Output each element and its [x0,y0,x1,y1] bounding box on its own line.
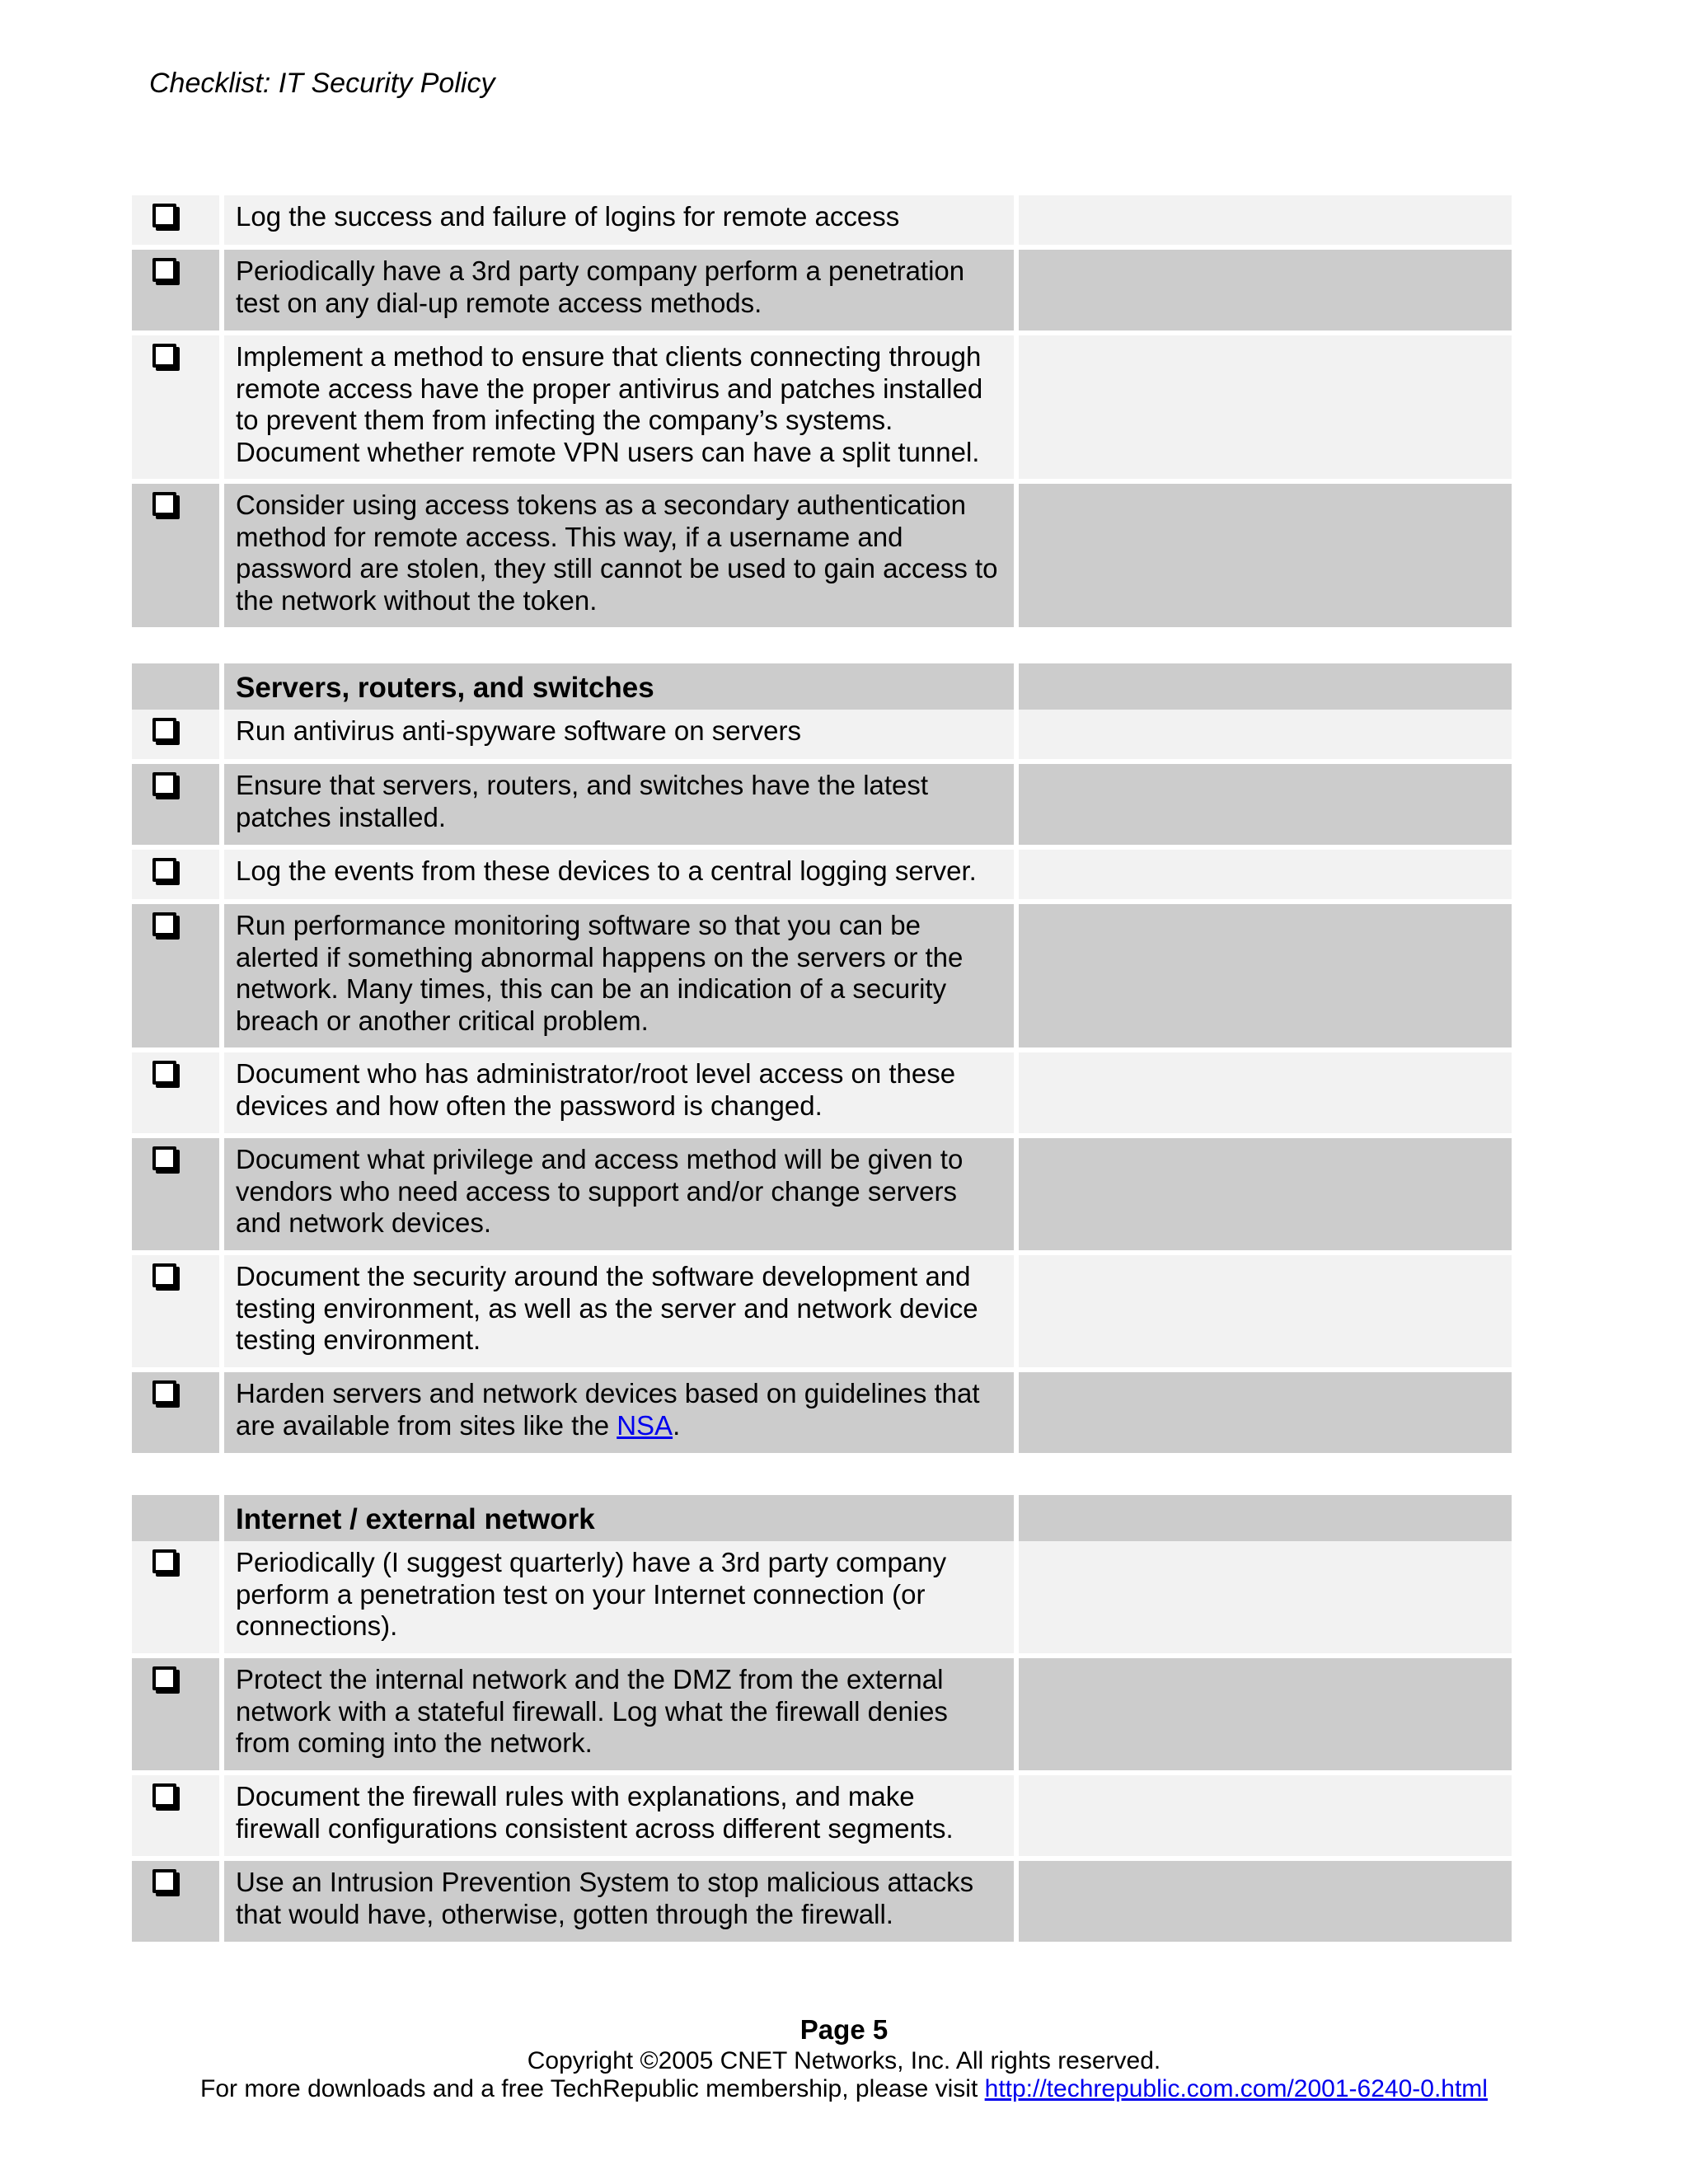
checklist-row [132,250,1512,330]
checklist-row [132,1138,1512,1250]
notes-cell[interactable] [1019,195,1512,245]
checkbox[interactable] [152,1263,176,1287]
notes-cell[interactable] [1019,1658,1512,1770]
checklist-row [132,335,1512,479]
footer-visit-text: For more downloads and a free TechRepublic membership, please visit [200,2075,985,2102]
checklist-row [132,1658,1512,1770]
checklist-row [132,850,1512,899]
checklist-row [132,764,1512,845]
checklist-row [132,904,1512,1047]
notes-cell[interactable] [1019,1861,1512,1942]
copyright-text: Copyright ©2005 CNET Networks, Inc. All rights reserved. [527,2047,1161,2074]
checkbox[interactable] [152,772,176,796]
item-text: Document what privilege and access method will be given to vendors who need access to support and/or change servers and network devices. [224,1138,1014,1250]
notes-cell[interactable] [1019,850,1512,899]
checkbox[interactable] [152,258,176,282]
item-text: Document the firewall rules with explanations, and make firewall configurations consistent across different segments. [224,1775,1014,1856]
checklist-row [132,195,1512,245]
checkbox-cell [132,484,219,627]
checkbox[interactable] [152,1146,176,1170]
section-heading-row [132,1495,1512,1536]
checkbox-cell [132,904,219,1047]
checklist-row [132,1255,1512,1367]
notes-cell[interactable] [1019,335,1512,479]
checkbox-cell [132,250,219,330]
notes-cell[interactable] [1019,710,1512,759]
checklist-row [132,1775,1512,1856]
checkbox-cell [132,195,219,245]
item-text: Implement a method to ensure that clients connecting through remote access have the proper antivirus and patches installed to prevent them from infecting the company’s systems. Document whether remote VPN users can have a split tunnel. [224,335,1014,479]
item-text: Document the security around the software development and testing environment, as well as the server and network device testing environment. [224,1255,1014,1367]
checkbox-cell [132,1372,219,1453]
item-text: Log the events from these devices to a central logging server. [224,850,1014,899]
checkbox-cell [132,335,219,479]
notes-cell[interactable] [1019,1138,1512,1250]
heading-blank-cell [132,1495,219,1544]
heading-notes-cell [1019,663,1512,713]
nsa-link[interactable]: NSA [617,1409,673,1441]
notes-cell[interactable] [1019,250,1512,330]
checkbox[interactable] [152,1549,176,1573]
checkbox[interactable] [152,858,176,882]
item-text: Protect the internal network and the DMZ from the external network with a stateful firewall. Log what the firewall denies from coming into the network. [224,1658,1014,1770]
item-text: Document who has administrator/root level access on these devices and how often the password is changed. [224,1052,1014,1133]
checkbox-cell [132,1861,219,1942]
page-number: Page 5 [799,2014,889,2045]
checkbox-cell [132,710,219,759]
item-text: Periodically (I suggest quarterly) have a 3rd party company perform a penetration test on your Internet connection (or connections). [224,1541,1014,1653]
notes-cell[interactable] [1019,1255,1512,1367]
checkbox[interactable] [152,492,176,516]
servers-section [132,663,1512,1458]
checkbox[interactable] [152,1666,176,1690]
checkbox-cell [132,1658,219,1770]
page-header-title: Checklist: IT Security Policy [149,68,495,99]
item-text: Periodically have a 3rd party company perform a penetration test on any dial-up remote access methods. [224,250,1014,330]
checkbox[interactable] [152,1061,176,1085]
notes-cell[interactable] [1019,1372,1512,1453]
checkbox[interactable] [152,344,176,368]
remote-access-section [132,195,1512,632]
item-text: Ensure that servers, routers, and switches have the latest patches installed. [224,764,1014,845]
item-text: Run performance monitoring software so that you can be alerted if something abnormal happens on the servers or the network. Many times, this can be an indication of a security breach or another critical problem. [224,904,1014,1047]
notes-cell[interactable] [1019,904,1512,1047]
notes-cell[interactable] [1019,1541,1512,1653]
notes-cell[interactable] [1019,1052,1512,1133]
checkbox[interactable] [152,718,176,742]
checklist-row [132,1052,1512,1133]
item-text-part: . [673,1409,681,1441]
checklist-row [132,1541,1512,1653]
item-text: Run antivirus anti-spyware software on servers [224,710,1014,759]
item-text: Use an Intrusion Prevention System to stop malicious attacks that would have, otherwise, gotten through the firewall. [224,1861,1014,1942]
checklist-row [132,1372,1512,1453]
checkbox-cell [132,764,219,845]
checkbox-cell [132,1541,219,1653]
item-text [224,1372,1014,1453]
checkbox[interactable] [152,1783,176,1807]
footer-visit-line [0,2075,1688,2103]
checkbox-cell [132,1052,219,1133]
checklist-row [132,710,1512,759]
item-text-part: Harden servers and network devices based on guidelines that are available from sites like the [236,1378,980,1441]
checkbox[interactable] [152,204,176,227]
checkbox-cell [132,850,219,899]
notes-cell[interactable] [1019,1775,1512,1856]
checkbox[interactable] [152,912,176,936]
item-text: Log the success and failure of logins for remote access [224,195,1014,245]
checkbox-cell [132,1255,219,1367]
notes-cell[interactable] [1019,484,1512,627]
section-heading: Internet / external network [224,1495,1014,1544]
checkbox-cell [132,1775,219,1856]
checklist-row [132,1861,1512,1942]
section-heading: Servers, routers, and switches [224,663,1014,713]
checkbox[interactable] [152,1869,176,1893]
notes-cell[interactable] [1019,764,1512,845]
item-text: Consider using access tokens as a secondary authentication method for remote access. This way, if a username and password are stolen, they still cannot be used to gain access to the network without the token. [224,484,1014,627]
internet-section [132,1495,1512,1947]
checkbox[interactable] [152,1380,176,1404]
heading-notes-cell [1019,1495,1512,1544]
checklist-row [132,484,1512,627]
section-heading-row [132,663,1512,705]
checkbox-cell [132,1138,219,1250]
heading-blank-cell [132,663,219,713]
techrepublic-link[interactable]: http://techrepublic.com.com/2001-6240-0.html [984,2075,1488,2102]
